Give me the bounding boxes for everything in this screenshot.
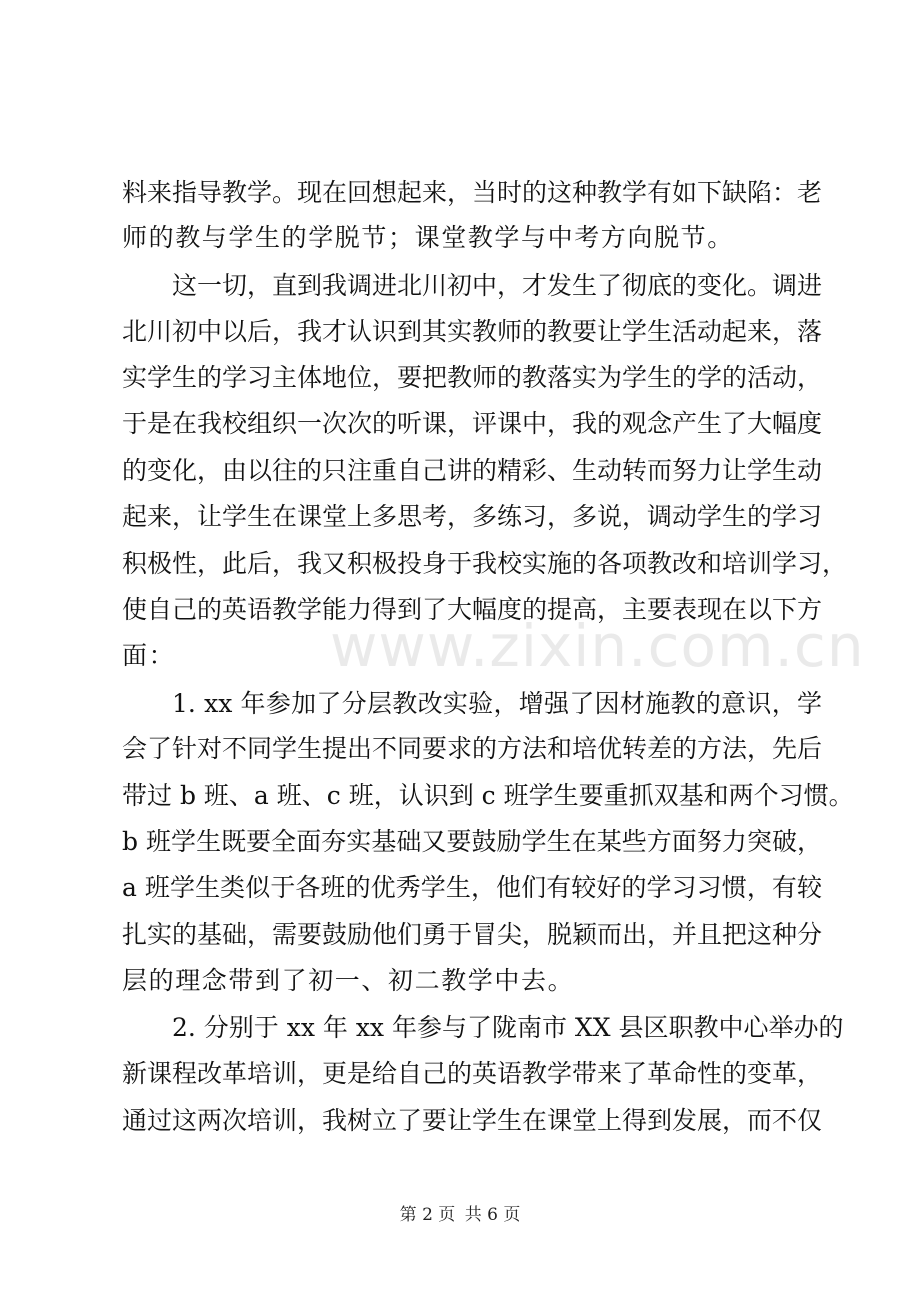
text-line: 层的理念带到了初一、初二教学中去。	[122, 966, 575, 995]
page-number: 第 2 页	[399, 1205, 456, 1225]
text-line: 积极性，此后，我又积极投身于我校实施的各项教改和培训学习，	[122, 549, 848, 578]
text-line: 2. 分别于 xx 年 xx 年参与了陇南市 XX 县区职教中心举办的	[172, 1013, 844, 1042]
text-line: 通过这两次培训，我树立了要让学生在课堂上得到发展，而不仅	[122, 1106, 823, 1135]
page-total: 共 6 页	[464, 1205, 521, 1225]
text-line: 于是在我校组织一次次的听课，评课中，我的观念产生了大幅度	[122, 409, 823, 438]
text-line: 师的教与学生的学脱节；课堂教学与中考方向脱节。	[122, 223, 734, 252]
text-line: 新课程改革培训，更是给自己的英语教学带来了革命性的变革，	[122, 1059, 823, 1088]
text-line: 实学生的学习主体地位，要把教师的教落实为学生的学的活动，	[122, 363, 823, 392]
text-line: 带过 b 班、a 班、c 班，认识到 c 班学生要重抓双基和两个习惯。	[122, 781, 854, 810]
text-line: 的变化，由以往的只注重自己讲的精彩、生动转而努力让学生动	[122, 456, 823, 485]
text-line: a 班学生类似于各班的优秀学生，他们有较好的学习习惯，有较	[122, 873, 822, 902]
text-line: 会了针对不同学生提出不同要求的方法和培优转差的方法，先后	[122, 734, 823, 763]
page-footer	[0, 1200, 920, 1225]
text-line: 北川初中以后，我才认识到其实教师的教要让学生活动起来，落	[122, 317, 823, 346]
text-line: 面：	[122, 641, 176, 670]
text-line: b 班学生既要全面夯实基础又要鼓励学生在某些方面努力突破，	[122, 827, 822, 856]
text-line: 1. xx 年参加了分层教改实验，增强了因材施教的意识，学	[172, 689, 822, 718]
text-line: 这一切，直到我调进北川初中，才发生了彻底的变化。调进	[172, 271, 823, 300]
text-line: 扎实的基础，需要鼓励他们勇于冒尖，脱颖而出，并且把这种分	[122, 920, 823, 949]
text-line: 料来指导教学。现在回想起来，当时的这种教学有如下缺陷：老	[122, 178, 823, 207]
text-line: 起来，让学生在课堂上多思考，多练习，多说，调动学生的学习	[122, 502, 823, 531]
watermark: www.zixin.com.cn	[330, 612, 865, 680]
text-line: 使自己的英语教学能力得到了大幅度的提高，主要表现在以下方	[122, 595, 823, 624]
